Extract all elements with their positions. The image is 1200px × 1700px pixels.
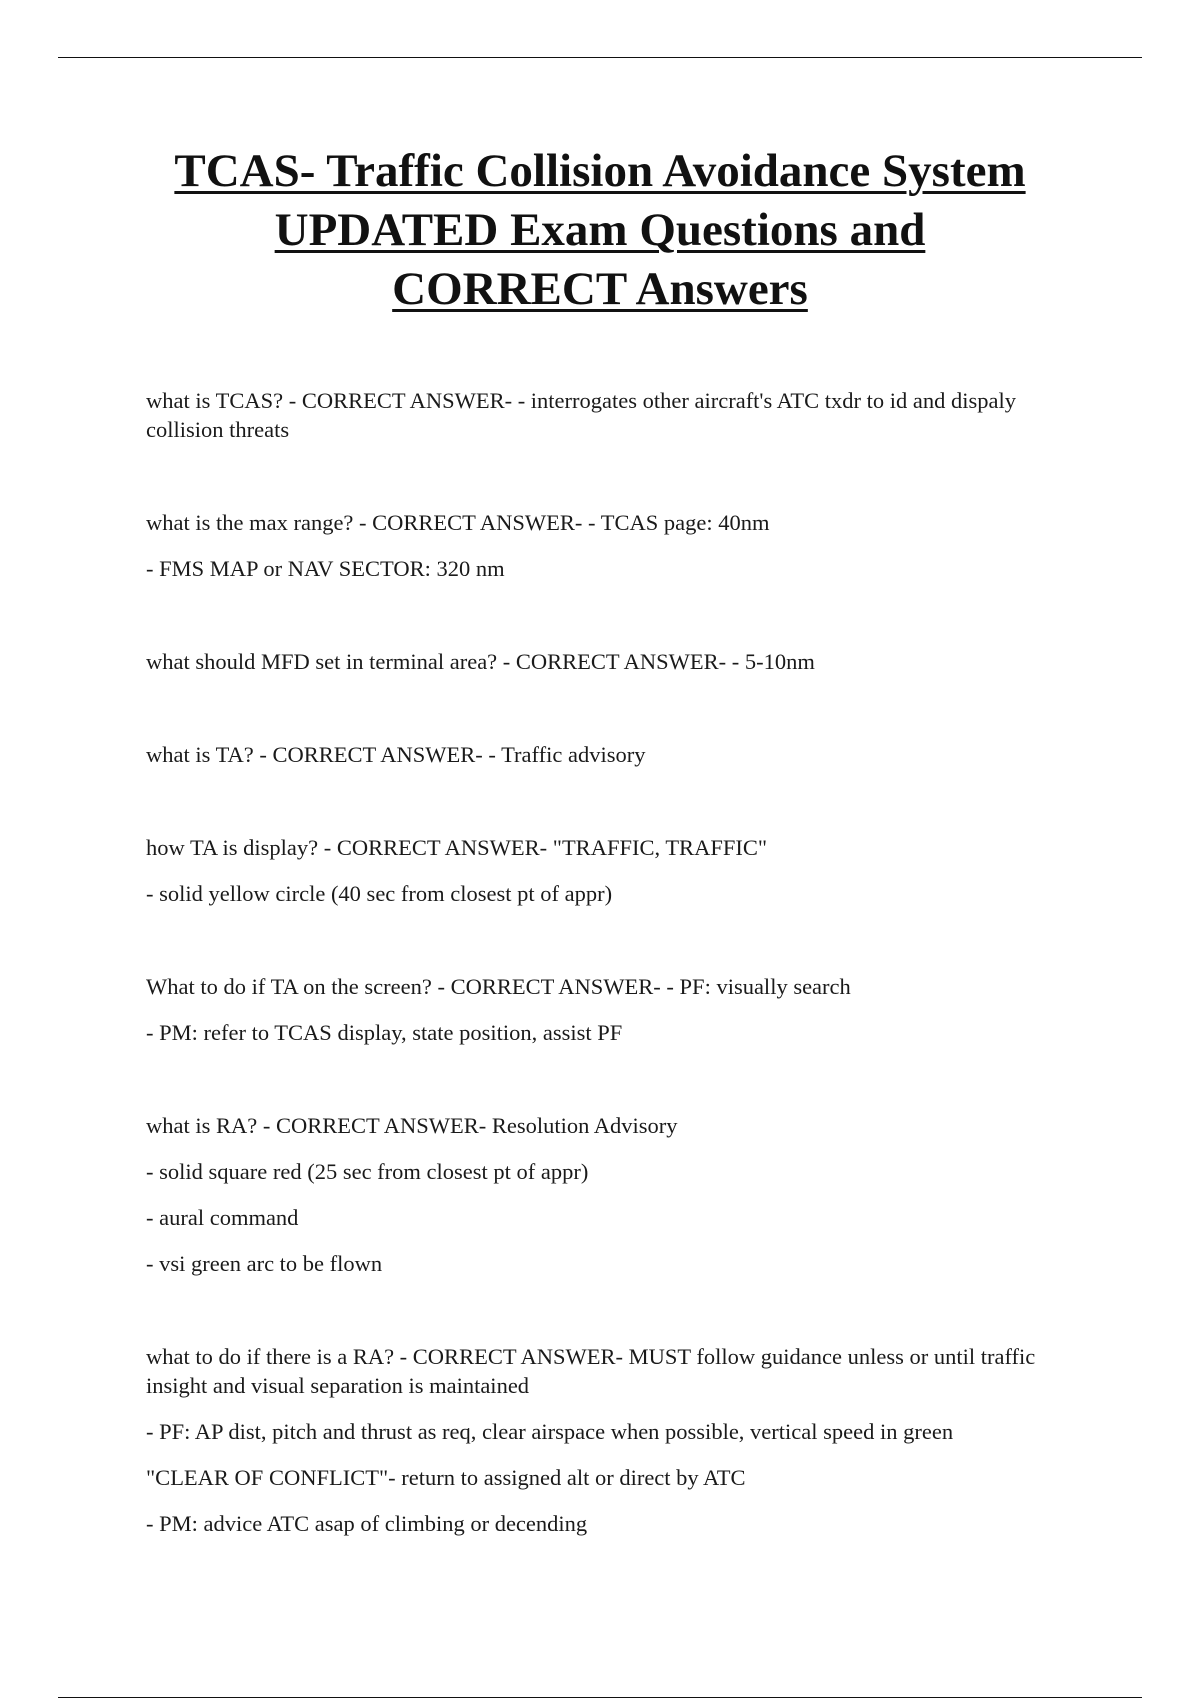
qa-detail: "CLEAR OF CONFLICT"- return to assigned alt or direct by ATC [146,1465,746,1490]
document-title [100,142,1100,319]
qa-detail: - vsi green arc to be flown [146,1251,383,1276]
qa-question: What to do if TA on the screen? - CORRECT ANSWER- - PF: visually search [146,974,851,999]
qa-detail: - solid square red (25 sec from closest pt of appr) [146,1159,589,1184]
qa-question: what should MFD set in terminal area? - CORRECT ANSWER- - 5-10nm [146,649,815,674]
qa-detail: - solid yellow circle (40 sec from closest pt of appr) [146,881,613,906]
qa-question: what is RA? - CORRECT ANSWER- Resolution Advisory [146,1113,678,1138]
qa-item [146,833,1046,908]
bottom-rule [58,1697,1142,1698]
qa-item [146,1342,1046,1538]
title-line-1: TCAS- Traffic Collision Avoidance System [174,145,1026,197]
qa-detail: - aural command [146,1205,299,1230]
qa-question: what is TA? - CORRECT ANSWER- - Traffic advisory [146,742,646,767]
qa-list [146,386,1046,1538]
title-line-3: CORRECT Answers [392,263,808,315]
qa-item [146,740,1046,769]
qa-item [146,1111,1046,1278]
qa-question: what to do if there is a RA? - CORRECT ANSWER- MUST follow guidance unless or until traffic insight and visual separation is maintained [146,1344,1036,1398]
qa-question: what is TCAS? - CORRECT ANSWER- - interrogates other aircraft's ATC txdr to id and dispaly collision threats [146,388,1016,442]
qa-detail: - FMS MAP or NAV SECTOR: 320 nm [146,556,505,581]
top-rule [58,57,1142,58]
qa-item [146,647,1046,676]
title-line-2: UPDATED Exam Questions and [274,204,926,256]
qa-detail: - PM: refer to TCAS display, state position, assist PF [146,1020,623,1045]
qa-question: how TA is display? - CORRECT ANSWER- "TRAFFIC, TRAFFIC" [146,835,768,860]
qa-item [146,508,1046,583]
qa-item [146,972,1046,1047]
qa-detail: - PF: AP dist, pitch and thrust as req, clear airspace when possible, vertical speed in green [146,1419,954,1444]
qa-detail: - PM: advice ATC asap of climbing or decending [146,1511,588,1536]
qa-item [146,386,1046,444]
qa-question: what is the max range? - CORRECT ANSWER- - TCAS page: 40nm [146,510,770,535]
